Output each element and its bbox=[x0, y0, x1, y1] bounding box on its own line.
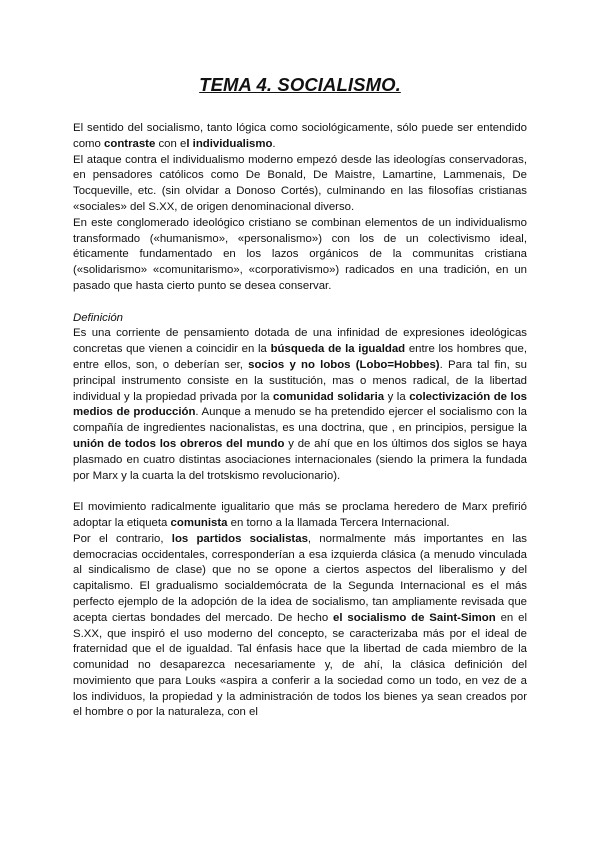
document-content bbox=[73, 121, 527, 721]
bold-text: l individualismo bbox=[186, 137, 273, 150]
paragraph bbox=[73, 121, 527, 153]
paragraph-spacer bbox=[73, 484, 527, 500]
paragraph bbox=[73, 532, 527, 722]
paragraph bbox=[73, 216, 527, 295]
paragraph bbox=[73, 326, 527, 484]
body-section bbox=[73, 500, 527, 721]
bold-text: comunidad solidaria bbox=[272, 390, 385, 403]
text-run: Por el contrario, bbox=[73, 532, 172, 545]
section-heading bbox=[73, 311, 527, 327]
text-run: El sentido del socialismo, tanto lógica como sociológicamente, sólo puede ser entendido como bbox=[73, 122, 527, 150]
paragraph-spacer bbox=[73, 295, 527, 311]
text-run: en torno a la llamada Tercera Internacional. bbox=[227, 516, 450, 529]
text-run: . bbox=[272, 137, 276, 150]
text-run: . Para tal fin, su principal instrumento consiste en la sustitución, mas o menos radical, de la libertad individual y la propiedad privada por la bbox=[73, 358, 527, 403]
bold-text: unión de todos los obreros del mundo bbox=[73, 437, 285, 450]
text-run: con e bbox=[155, 137, 187, 150]
paragraph bbox=[73, 153, 527, 216]
text-run: El ataque contra el individualismo moderno empezó desde las ideologías conservadoras, en pensadores católicos como De Bonald, De Maistre, Lamartine, Lammenais, De Tocqueville, etc. (sin olvidar a Donoso Cortés), culminando en las filosofías cristianas «sociales» del S.XX, de origen denominacional diverso. bbox=[73, 153, 527, 213]
text-run: Es una corriente de pensamiento dotada de una infinidad de expresiones ideológicas concretas que vienen a coincidir en la bbox=[73, 327, 527, 356]
paragraph bbox=[73, 500, 527, 532]
text-run: en el S.XX, que inspiró el uso moderno del concepto, se caracterizaba más por el ideal de fraternidad que el de igualdad. Tal énfasis hace que la libertad de cada miembro de la comunidad no desaparezca necesariamente y, de ahí, la clásica definición del movimiento que para Louks «aspira a conferir a la sociedad como un todo, en vez de a los individuos, la propiedad y la administración de todos los bienes ya sean creados por el hombre o por la naturaleza, con el bbox=[73, 611, 527, 719]
bold-text: socios y no lobos (Lobo=Hobbes) bbox=[248, 358, 440, 371]
document-title: TEMA 4. SOCIALISMO. bbox=[199, 74, 401, 95]
text-run: entre los hombres que, entre ellos, son, o deberían ser, bbox=[73, 343, 527, 371]
bold-text: búsqueda de la igualdad bbox=[270, 343, 406, 356]
bold-text: los partidos socialistas bbox=[171, 532, 308, 545]
text-run: El movimiento radicalmente igualitario que más se proclama heredero de Marx prefirió adoptar la etiqueta bbox=[73, 501, 527, 529]
text-run: , normalmente más importantes en las democracias occidentales, corresponderían a esa izquierda clásica (a menudo vinculada al sindicalismo de clase) que no se opone a ciertos aspectos del liberalismo y del capitalismo. El gradualismo socialdemócrata de la Segunda Internacional es el más perfecto ejemplo de la adopción de la idea de socialismo, tan ampliamente revisada que acepta ciertas bondades del mercado. De hecho bbox=[73, 532, 527, 624]
bold-text: contraste bbox=[104, 137, 156, 150]
text-run: y la bbox=[384, 390, 410, 403]
bold-text: el socialismo de Saint-Simon bbox=[333, 611, 496, 624]
definition-heading: Definición bbox=[73, 311, 124, 324]
bold-text: comunista bbox=[170, 516, 228, 529]
text-run: y de ahí que en los últimos dos siglos se haya plasmado en cuatro distintas asociaciones internacionales (siendo la primera la fundada por Marx y la cuarta la del trotskismo revolucionario). bbox=[73, 437, 527, 482]
definition-section bbox=[73, 311, 527, 485]
bold-text: colectivización de los medios de producción bbox=[73, 390, 527, 419]
intro-section bbox=[73, 121, 527, 295]
text-run: . Aunque a menudo se ha pretendido ejercer el socialismo con la compañía de ingredientes nacionalistas, es una doctrina, que , en principios, persigue la bbox=[73, 406, 527, 435]
text-run: En este conglomerado ideológico cristiano se combinan elementos de un individualismo transformado («humanismo», «personalismo») con los de un colectivismo ideal, éticamente fundamentado en los lazos orgánicos de la communitas cristiana («solidarismo» «comunitarismo», «corporativismo») radicados en una tradición, en un pasado que hasta cierto punto se desea conservar. bbox=[73, 216, 527, 292]
